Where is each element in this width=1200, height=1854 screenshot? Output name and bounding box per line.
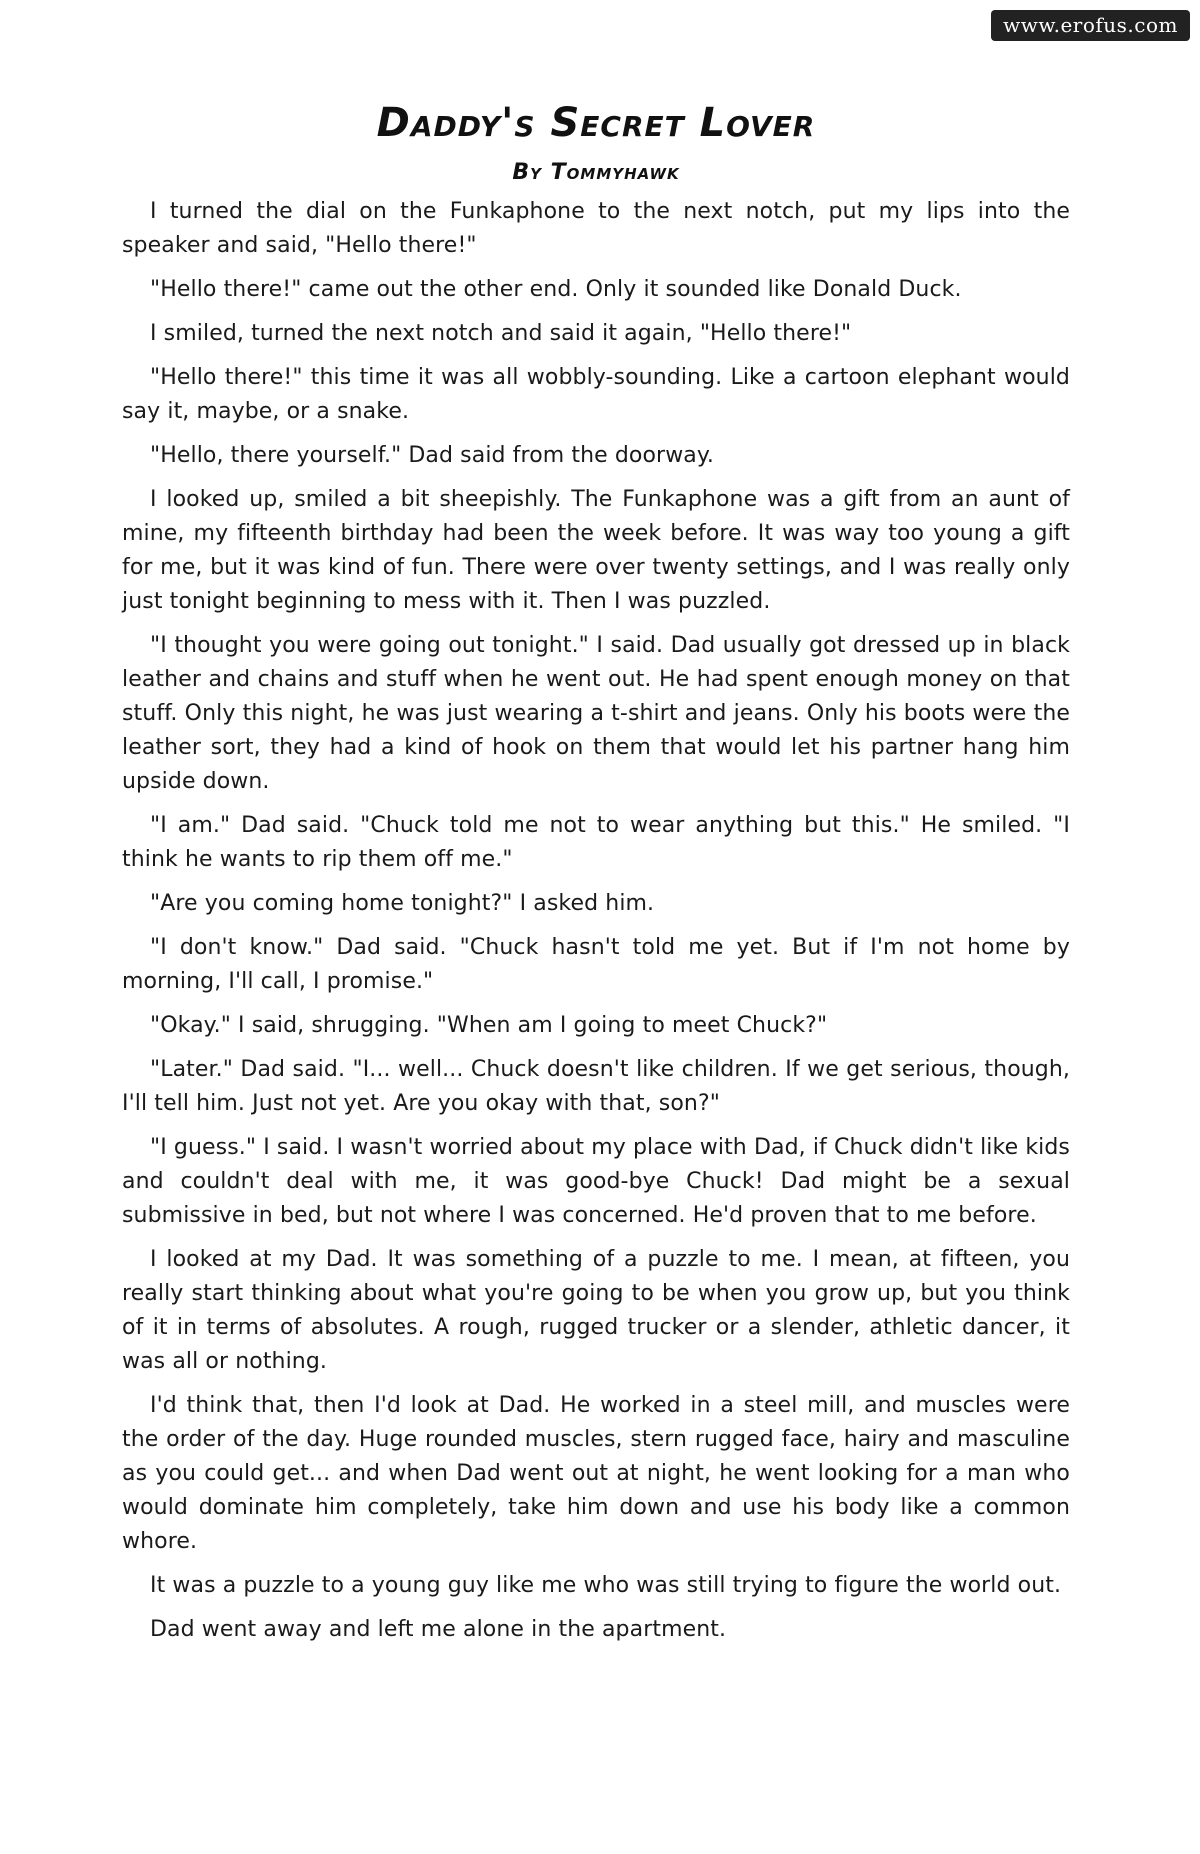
paragraph: It was a puzzle to a young guy like me who was still trying to figure the world out. (150, 1573, 1062, 1598)
paragraph: "I am." Dad said. "Chuck told me not to wear anything but this." He smiled. "I think he wants to rip them off me." (122, 813, 1070, 872)
paragraph: I looked at my Dad. It was something of a puzzle to me. I mean, at fifteen, you really start thinking about what you're going to be when you grow up, but you think of it in terms of absolutes. A rough, rugged trucker or a slender, athletic dancer, it was all or nothing. (122, 1247, 1070, 1374)
story-page (122, 100, 1070, 1657)
paragraph: "Later." Dad said. "I... well... Chuck doesn't like children. If we get serious, though, I'll tell him. Just not yet. Are you okay with that, son?" (122, 1057, 1070, 1116)
paragraph: "Hello, there yourself." Dad said from the doorway. (150, 443, 714, 468)
story-byline: By Tommyhawk (512, 160, 680, 185)
paragraph: "Hello there!" came out the other end. Only it sounded like Donald Duck. (150, 277, 962, 302)
paragraph: "I guess." I said. I wasn't worried about my place with Dad, if Chuck didn't like kids and couldn't deal with me, it was good-bye Chuck! Dad might be a sexual submissive in bed, but not where I was concerned. He'd proven that to me before. (122, 1135, 1070, 1228)
paragraph: I'd think that, then I'd look at Dad. He worked in a steel mill, and muscles were the order of the day. Huge rounded muscles, stern rugged face, hairy and masculine as you could get... and when Dad went out at night, he went looking for a man who would dominate him completely, take him down and use his body like a common whore. (122, 1393, 1070, 1554)
watermark: www.erofus.com (991, 10, 1190, 41)
story-body (122, 195, 1070, 1647)
paragraph: "Okay." I said, shrugging. "When am I going to meet Chuck?" (150, 1013, 828, 1038)
paragraph: "I don't know." Dad said. "Chuck hasn't told me yet. But if I'm not home by morning, I'll call, I promise." (122, 935, 1070, 994)
paragraph: Dad went away and left me alone in the apartment. (150, 1617, 727, 1642)
paragraph: "Hello there!" this time it was all wobbly-sounding. Like a cartoon elephant would say it, maybe, or a snake. (122, 365, 1070, 424)
paragraph: I smiled, turned the next notch and said it again, "Hello there!" (150, 321, 852, 346)
paragraph: I looked up, smiled a bit sheepishly. The Funkaphone was a gift from an aunt of mine, my fifteenth birthday had been the week before. It was way too young a gift for me, but it was kind of fun. There were over twenty settings, and I was really only just tonight beginning to mess with it. Then I was puzzled. (122, 487, 1070, 614)
story-title: Daddy's Secret Lover (376, 100, 816, 146)
paragraph: "I thought you were going out tonight." I said. Dad usually got dressed up in black leather and chains and stuff when he went out. He had spent enough money on that stuff. Only this night, he was just wearing a t-shirt and jeans. Only his boots were the leather sort, they had a kind of hook on them that would let his partner hang him upside down. (122, 633, 1070, 794)
paragraph: "Are you coming home tonight?" I asked him. (150, 891, 655, 916)
paragraph: I turned the dial on the Funkaphone to the next notch, put my lips into the speaker and said, "Hello there!" (122, 199, 1070, 258)
